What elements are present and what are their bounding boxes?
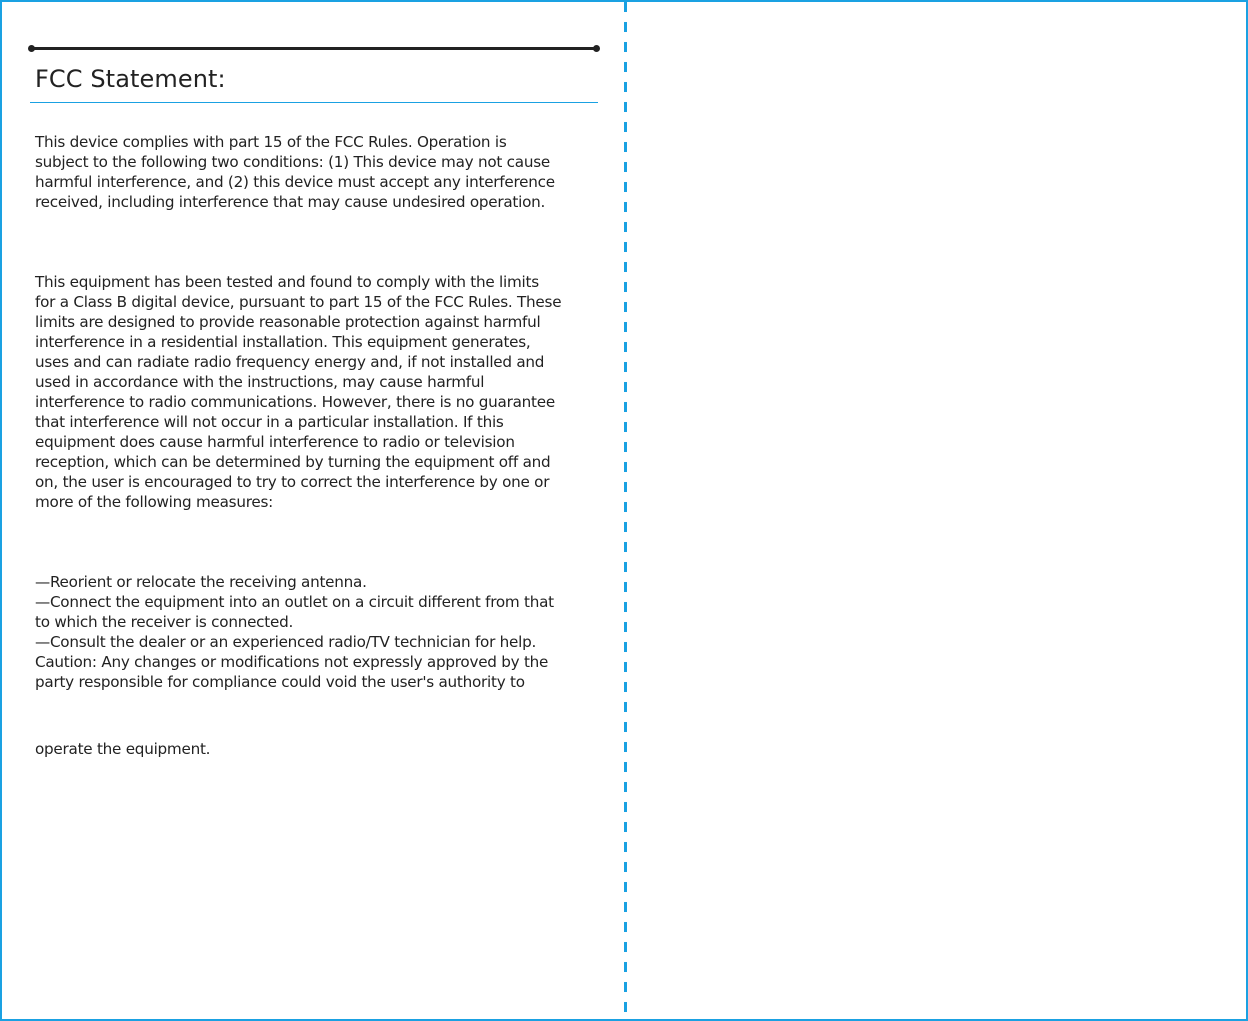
fcc-statement-body: [35, 112, 617, 779]
top-divider-rule: [30, 47, 598, 50]
measures-paragraph: —Reorient or relocate the receiving antenna. —Connect the equipment into an outlet on a circuit different from that to which the receiver is connected. —Consult the dealer or an experienced radio/TV technician for help. Caution: Any changes or modifications not expressly approved by the party responsible for compliance could void the user's authority to: [35, 573, 554, 691]
rule-right-endpoint: [593, 45, 600, 52]
page-title: FCC Statement:: [35, 65, 226, 93]
border-gap: [1086, 1, 1226, 4]
compliance-paragraph: This device complies with part 15 of the FCC Rules. Operation is subject to the following two conditions: (1) This device may not cause harmful interference, and (2) this device must accept any interference received, including interference that may cause undesired operation.: [35, 133, 555, 211]
closing-line: operate the equipment.: [35, 740, 211, 758]
title-underline: [30, 102, 598, 103]
class-b-paragraph: This equipment has been tested and found to comply with the limits for a Class B digital device, pursuant to part 15 of the FCC Rules. These limits are designed to provide reasonable protection against harmful interference in a residential installation. This equipment generates, uses and can radiate radio frequency energy and, if not installed and used in accordance with the instructions, may cause harmful interference to radio communications. However, there is no guarantee that interference will not occur in a particular installation. If this equipment does cause harmful interference to radio or television reception, which can be determined by turning the equipment off and on, the user is encouraged to try to correct the interference by one or more of the following measures:: [35, 273, 562, 511]
fold-guide-line: [624, 2, 627, 1021]
rule-left-endpoint: [28, 45, 35, 52]
